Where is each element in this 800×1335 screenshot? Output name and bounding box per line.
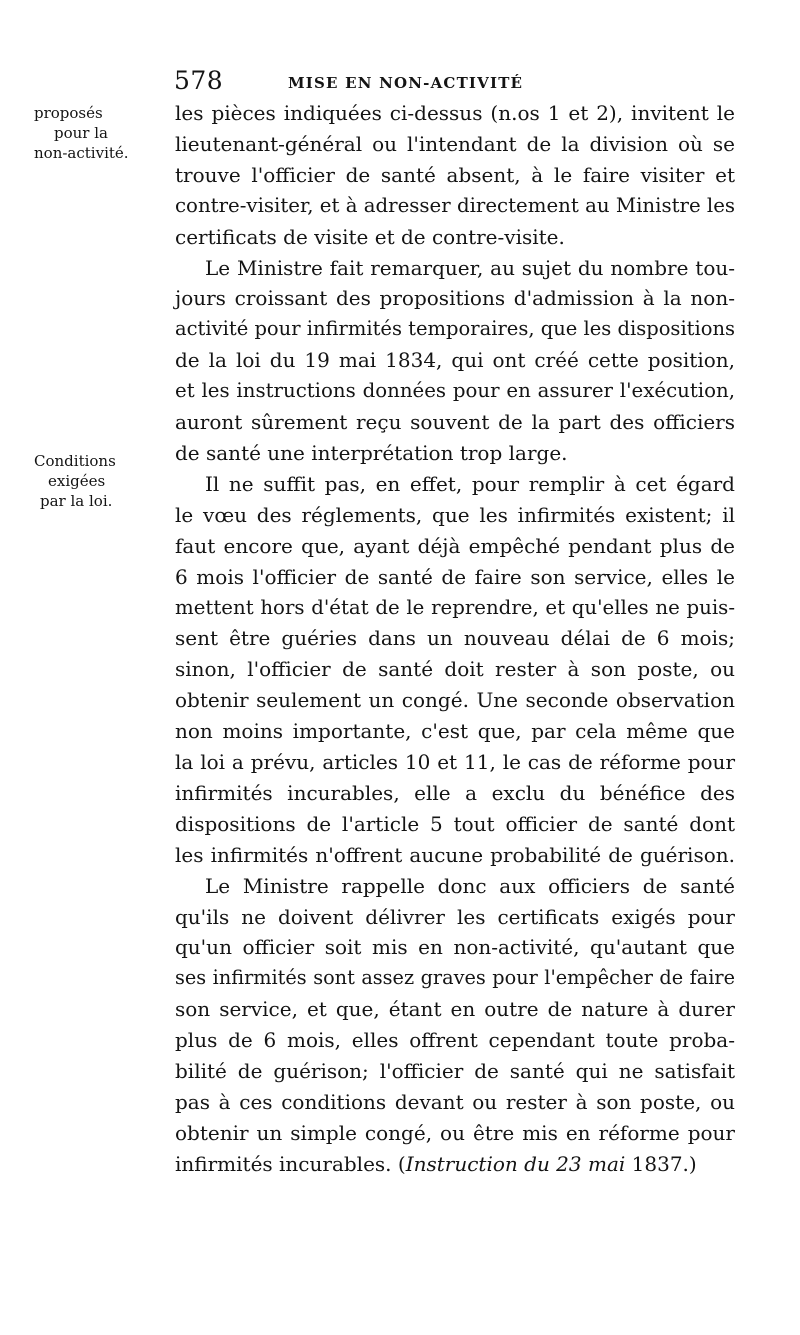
body-line: mettent hors d'état de le reprendre, et qu'elles ne puis-	[175, 595, 735, 619]
body-line: de santé une interprétation trop large.	[175, 440, 568, 465]
body-line: de la loi du 19 mai 1834, qui ont créé cette position,	[175, 348, 735, 373]
body-line: certificats de visite et de contre-visite.	[175, 224, 565, 249]
page-header	[168, 66, 728, 96]
body-line: qu'ils ne doivent délivrer les certificats exigés pour	[175, 904, 735, 929]
body-line: sent être guéries dans un nouveau délai de 6 mois;	[175, 626, 735, 651]
body-line: la loi a prévu, articles 10 et 11, le cas de réforme pour	[175, 750, 735, 775]
margin-note-conditions	[34, 451, 166, 511]
body-line: lieutenant-général ou l'intendant de la division où se	[175, 131, 735, 156]
body-text	[175, 98, 735, 1180]
body-line: le vœu des réglements, que les infirmités existent; il	[175, 502, 735, 527]
body-line: dispositions de l'article 5 tout officier de santé dont	[175, 811, 735, 836]
body-line: jours croissant des propositions d'admission à la non-	[175, 286, 735, 311]
margin-note-line: exigées	[48, 472, 106, 490]
body-line: trouve l'officier de santé absent, à le faire visiter et	[175, 162, 735, 187]
body-line: Il ne suffit pas, en effet, pour remplir à cet égard	[205, 471, 735, 496]
margin-note-line: Conditions	[34, 452, 116, 470]
body-line: Le Ministre rappelle donc aux officiers de santé	[205, 873, 735, 898]
page-number: 578	[174, 66, 224, 95]
citation-year: 1837.)	[625, 1151, 697, 1176]
body-line: Le Ministre fait remarquer, au sujet du nombre tou-	[205, 255, 735, 280]
body-line: auront sûrement reçu souvent de la part des officiers	[175, 410, 735, 435]
margin-note-line: pour la	[54, 124, 108, 142]
body-line: et les instructions données pour en assurer l'exécution,	[175, 379, 735, 403]
body-line: activité pour infirmités temporaires, que les dispositions	[175, 317, 736, 341]
final-body-line	[175, 1149, 735, 1180]
body-line: bilité de guérison; l'officier de santé qui ne satisfait	[175, 1059, 735, 1084]
body-line: 6 mois l'officier de santé de faire son service, elles le	[175, 564, 735, 589]
body-line: les infirmités n'offrent aucune probabilité de guérison.	[175, 842, 735, 867]
body-line: faut encore que, ayant déjà empêché pendant plus de	[175, 533, 735, 558]
body-line: obtenir un simple congé, ou être mis en réforme pour	[175, 1120, 735, 1145]
body-line: pas à ces conditions devant ou rester à son poste, ou	[175, 1090, 735, 1114]
margin-note-proposes	[34, 103, 166, 163]
citation: Instruction du 23 mai	[405, 1151, 626, 1176]
body-line: non moins importante, c'est que, par cela même que	[175, 719, 735, 744]
body-line: contre-visiter, et à adresser directement au Ministre les	[175, 193, 736, 217]
margin-note-line: proposés	[34, 104, 103, 122]
running-title: MISE EN NON-ACTIVITÉ	[288, 74, 524, 92]
margin-note-line: par la loi.	[40, 492, 113, 510]
final-line-text: infirmités incurables. (	[175, 1151, 406, 1176]
body-line: sinon, l'officier de santé doit rester à son poste, ou	[175, 657, 735, 682]
body-line: plus de 6 mois, elles offrent cependant toute proba-	[175, 1028, 735, 1053]
margin-note-line: non-activité.	[34, 144, 129, 162]
body-line: obtenir seulement un congé. Une seconde observation	[175, 688, 735, 713]
body-line: son service, et que, étant en outre de nature à durer	[175, 997, 735, 1022]
body-line: infirmités incurables, elle a exclu du bénéfice des	[175, 780, 735, 805]
body-line: ses infirmités sont assez graves pour l'empêcher de faire	[175, 966, 735, 990]
body-line: qu'un officier soit mis en non-activité, qu'autant que	[175, 935, 735, 960]
body-line: les pièces indiquées ci-dessus (n.os 1 et 2), invitent le	[175, 101, 735, 125]
